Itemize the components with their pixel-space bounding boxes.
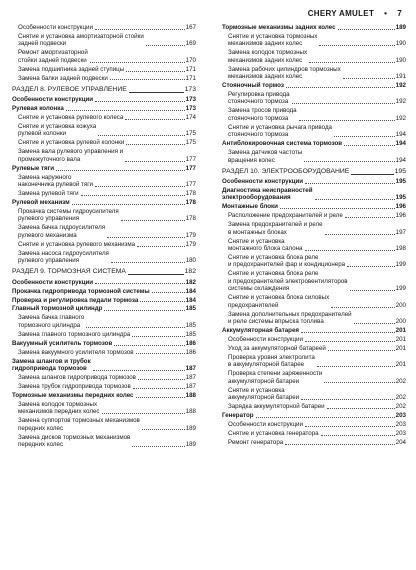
- toc-page-number: 185: [185, 330, 196, 338]
- toc-page-number: 202: [395, 377, 406, 385]
- toc-page-number: 195: [395, 194, 406, 202]
- toc-entry-title: Снятие и установка монтажного блока салона: [228, 237, 303, 253]
- toc-page-number: 194: [395, 131, 406, 139]
- dot-leader: [132, 336, 184, 337]
- toc-entry-title: Антиблокировочная система тормозов: [222, 140, 343, 148]
- toc-entries-left: [12, 24, 196, 448]
- dot-leader: [136, 397, 185, 398]
- toc-entry-title: Вакуумный усилитель тормозов: [12, 339, 113, 347]
- toc-entry: [12, 417, 196, 432]
- toc-page-number: 200: [395, 301, 406, 309]
- toc-entry: [222, 140, 406, 147]
- toc-page-number: 195: [394, 167, 406, 175]
- toc-entry: [12, 279, 196, 286]
- dot-leader: [136, 353, 185, 354]
- dot-leader: [347, 266, 395, 267]
- toc-entry-title: Замена датчиков частоты вращения колес: [228, 149, 303, 164]
- dot-leader: [305, 250, 395, 251]
- toc-page-number: 171: [185, 65, 196, 73]
- dot-leader: [95, 283, 185, 284]
- toc-entry-title: Особенности конструкции: [12, 278, 94, 286]
- toc-page-number: 182: [184, 268, 196, 276]
- dot-leader: [86, 327, 184, 328]
- toc-page-number: 177: [185, 155, 196, 163]
- running-header: [308, 9, 402, 18]
- dot-leader: [95, 101, 185, 102]
- toc-entry: [222, 327, 406, 334]
- toc-entry-title: Прокачка системы гидроусилителя рулевого управления: [18, 207, 119, 223]
- header-bullet: •: [384, 9, 388, 18]
- dot-leader: [146, 45, 185, 46]
- toc-page-number: 199: [395, 261, 406, 269]
- toc-page-number: 196: [395, 212, 406, 220]
- toc-entry: [12, 24, 196, 31]
- toc-entry: [222, 439, 406, 446]
- dot-leader: [137, 246, 185, 247]
- toc-page-number: 173: [184, 86, 196, 94]
- toc-entry: [12, 165, 196, 172]
- toc-page-number: 190: [395, 40, 406, 48]
- toc-entry-title: Снятие и установка амортизаторной стойки задней подвески: [18, 32, 144, 48]
- toc-entry: [12, 105, 196, 112]
- dot-leader: [56, 170, 185, 171]
- dot-leader: [351, 174, 393, 175]
- dot-leader: [110, 79, 185, 80]
- toc-page-number: 169: [185, 40, 196, 48]
- dot-leader: [152, 292, 185, 293]
- dot-leader: [125, 161, 185, 162]
- toc-entry-title: Аккумуляторная батарея: [222, 326, 299, 334]
- toc-page-number: 203: [395, 420, 406, 428]
- toc-entry-title: Уход за аккумуляторной батареей: [228, 344, 326, 352]
- toc-entry: [12, 374, 196, 381]
- dot-leader: [305, 426, 395, 427]
- toc-entry-title: Прокачка гидропривода тормозной системы: [12, 287, 150, 295]
- toc-page-number: 177: [185, 164, 196, 172]
- toc-entry-title: Замена вала рулевого управления и промежуточного вала: [18, 148, 124, 163]
- toc-entry-title: Монтажные блоки: [222, 203, 278, 211]
- toc-page-number: 180: [185, 257, 196, 265]
- toc-page-number: 204: [395, 438, 406, 446]
- toc-entry: [222, 221, 406, 236]
- toc-entry: [12, 148, 196, 163]
- toc-entry: [222, 91, 406, 106]
- dot-leader: [315, 199, 395, 200]
- toc-entry: [222, 24, 406, 31]
- toc-page-number: 192: [395, 114, 406, 122]
- toc-entry-title: Стояночный тормоз: [222, 82, 284, 90]
- dot-leader: [280, 208, 395, 209]
- toc-entry-title: Замена балки задней подвески: [18, 74, 108, 82]
- toc-page-number: 194: [395, 156, 406, 164]
- toc-entry-title: Снятие и установка рулевого колеса: [18, 114, 124, 122]
- toc-entry: [12, 383, 196, 390]
- dot-leader: [309, 62, 395, 63]
- toc-entry: [222, 82, 406, 89]
- toc-entry: [222, 178, 406, 185]
- toc-entry: [12, 297, 196, 304]
- toc-page-number: 178: [185, 198, 196, 206]
- toc-entry-title: Снятие и установка кожуха рулевой колонки: [18, 123, 97, 138]
- toc-entry: [12, 434, 196, 449]
- toc-page-number: 182: [185, 278, 196, 286]
- dot-leader: [125, 119, 184, 120]
- dot-leader: [95, 186, 185, 187]
- toc-page-number: 167: [185, 24, 196, 31]
- dot-leader: [142, 429, 185, 430]
- toc-section-heading: [12, 86, 196, 94]
- dot-leader: [104, 310, 184, 311]
- dot-leader: [285, 444, 394, 445]
- dot-leader: [132, 446, 184, 447]
- toc-entry-title: Проверка степени заряженности аккумуляторной батареи: [228, 370, 323, 385]
- dot-leader: [334, 136, 395, 137]
- toc-page-number: 174: [185, 114, 196, 122]
- toc-entry: [222, 238, 406, 253]
- dot-leader: [72, 204, 185, 205]
- toc-page-number: 198: [395, 245, 406, 253]
- dot-leader: [305, 183, 395, 184]
- dot-leader: [299, 120, 395, 121]
- toc-entry-title: Ремонт генератора: [228, 438, 284, 446]
- toc-entry-title: Тормозные механизмы передних колес: [12, 391, 134, 399]
- toc-entry: [12, 66, 196, 73]
- dot-leader: [140, 301, 184, 302]
- toc-entry: [222, 149, 406, 164]
- toc-entry-title: Снятие и установка блока реле и предохранителей электровентиляторов системы охлаждения: [228, 270, 348, 293]
- toc-page-number: 203: [395, 411, 406, 419]
- toc-entry: [222, 254, 406, 269]
- dot-leader: [331, 307, 394, 308]
- toc-page-number: 186: [185, 348, 196, 356]
- dot-leader: [95, 29, 185, 30]
- toc-entry-title: Снятие и установка аккумуляторной батареи: [228, 386, 300, 401]
- toc-entry-title: Замена трубок гидропривода тормозов: [18, 382, 131, 390]
- toc-entry: [12, 241, 196, 248]
- toc-entry-title: Тормозные механизмы задних колес: [222, 24, 336, 31]
- toc-page-number: 175: [185, 139, 196, 147]
- toc-page-number: 179: [185, 231, 196, 239]
- toc-section-heading: [12, 268, 196, 276]
- toc-entry: [222, 203, 406, 210]
- toc-entry: [222, 124, 406, 139]
- toc-page-number: 189: [185, 424, 196, 432]
- toc-entry: [12, 392, 196, 399]
- toc-page-number: 201: [395, 361, 406, 369]
- toc-entry-title: Расположение предохранителей и реле: [228, 212, 343, 220]
- toc-page-number: 187: [185, 373, 196, 381]
- dot-leader: [292, 103, 395, 104]
- toc-entry-title: Замена наружного наконечника рулевой тяги: [18, 173, 93, 189]
- toc-entry-title: Рулевые тяги: [12, 164, 55, 172]
- toc-page-number: 192: [395, 98, 406, 106]
- toc-entry: [12, 96, 196, 103]
- toc-entry-title: Замена предохранителей и реле в монтажных блоках: [228, 221, 323, 236]
- toc-entry-title: РАЗДЕЛ 10. ЭЛЕКТРООБОРУДОВАНИЕ: [222, 167, 350, 175]
- toc-entry: [12, 199, 196, 206]
- dot-leader: [133, 388, 185, 389]
- toc-page-number: 189: [395, 24, 406, 31]
- toc-page-number: 171: [185, 74, 196, 82]
- toc-entry-title: Особенности конструкции: [228, 335, 303, 343]
- dot-leader: [343, 78, 395, 79]
- toc-page-number: 192: [395, 82, 406, 90]
- toc-entry: [222, 430, 406, 437]
- toc-page-number: 170: [185, 56, 196, 64]
- toc-entry: [12, 288, 196, 295]
- dot-leader: [81, 195, 185, 196]
- toc-column-right: [222, 24, 406, 448]
- toc-entry-title: Снятие и установка блока силовых предохранителей: [228, 294, 330, 309]
- toc-page-number: 201: [395, 326, 406, 334]
- dot-leader: [107, 237, 185, 238]
- toc-entry: [12, 174, 196, 189]
- toc-entry-title: Замена суппортов тормозных механизмов передних колес: [18, 417, 140, 432]
- toc-entry: [12, 358, 196, 373]
- toc-entry: [12, 49, 196, 64]
- toc-entry-title: Замена подшипника задней ступицы: [18, 65, 125, 73]
- toc-entry: [222, 311, 406, 326]
- toc-entry-title: Замена шлангов и трубок гидропривода тормозов: [12, 357, 91, 372]
- toc-entry: [12, 123, 196, 138]
- toc-entry-title: Особенности конструкции: [222, 178, 304, 186]
- toc-page-number: 184: [185, 287, 196, 295]
- toc-entry: [12, 190, 196, 197]
- toc-entry: [12, 224, 196, 239]
- toc-entry: [12, 75, 196, 82]
- toc-entry-title: Снятие и установка рулевой колонки: [18, 139, 125, 147]
- dot-leader: [66, 110, 185, 111]
- page-number: 7: [397, 9, 402, 18]
- dot-leader: [338, 29, 395, 30]
- dot-leader: [324, 382, 394, 383]
- dot-leader: [114, 345, 184, 346]
- toc-column-left: [12, 24, 196, 450]
- toc-entry-title: Генератор: [222, 411, 254, 419]
- toc-entry: [222, 33, 406, 48]
- dot-leader: [305, 341, 395, 342]
- toc-page-number: 203: [395, 429, 406, 437]
- toc-entry-title: Снятие и установка тормозных механизмов задних колес: [228, 32, 318, 48]
- toc-entry-title: Особенности конструкции: [12, 96, 94, 104]
- toc-entry-title: Замена рулевой тяги: [18, 190, 79, 198]
- toc-entry: [12, 33, 196, 48]
- toc-entry-title: Особенности конструкции: [228, 420, 303, 428]
- toc-page-number: 197: [395, 228, 406, 236]
- dot-leader: [129, 92, 184, 93]
- dot-leader: [328, 350, 395, 351]
- toc-page-number: 178: [185, 190, 196, 198]
- toc-entry: [222, 187, 406, 202]
- toc-entry-title: Зарядка аккумуляторной батареи: [228, 402, 325, 410]
- toc-entry-title: Замена шлангов гидропривода тормозов: [18, 373, 136, 381]
- dot-leader: [102, 413, 185, 414]
- toc-page-number: 196: [395, 203, 406, 211]
- toc-entry: [222, 370, 406, 385]
- dot-leader: [301, 399, 395, 400]
- toc-entry: [222, 294, 406, 309]
- dot-leader: [354, 323, 395, 324]
- toc-entry: [222, 403, 406, 410]
- toc-entry-title: Замена рабочих цилиндров тормозных механизмов задних колес: [228, 65, 341, 81]
- dot-leader: [304, 161, 394, 162]
- toc-page-number: 187: [185, 382, 196, 390]
- toc-page-number: 188: [185, 408, 196, 416]
- toc-entry-title: Снятие и установка рулевого механизма: [18, 240, 136, 248]
- toc-entry-title: Замена колодок тормозных механизмов передних колес: [18, 400, 100, 416]
- toc-entry-title: Снятие и установка блока реле и предохранителей фар и кондиционера: [228, 254, 346, 269]
- toc-entry-title: Замена насоса гидроусилителя рулевого управления: [18, 249, 109, 265]
- toc-section-heading: [222, 168, 406, 176]
- toc-page-number: 177: [185, 181, 196, 189]
- dot-leader: [138, 379, 185, 380]
- toc-page-number: 188: [185, 391, 196, 399]
- toc-entry-title: Рулевая колонка: [12, 105, 64, 113]
- toc-entry: [222, 345, 406, 352]
- toc-entry-title: Замена бачка главного тормозного цилиндра: [18, 314, 85, 329]
- toc-page-number: 199: [395, 285, 406, 293]
- toc-entry-title: Замена тросов привода стояночного тормоза: [228, 107, 297, 122]
- toc-page-number: 189: [185, 440, 196, 448]
- dot-leader: [301, 332, 395, 333]
- toc-page-number: 195: [395, 178, 406, 186]
- toc-entry: [12, 401, 196, 416]
- toc-entry: [12, 305, 196, 312]
- toc-entry: [12, 314, 196, 329]
- dot-leader: [121, 220, 185, 221]
- toc-entry-title: Проверка и регулировка педали тормоза: [12, 296, 139, 304]
- toc-page-number: 202: [395, 393, 406, 401]
- dot-leader: [344, 145, 395, 146]
- dot-leader: [321, 435, 395, 436]
- dot-leader: [128, 274, 184, 275]
- toc-page-number: 173: [185, 96, 196, 104]
- dot-leader: [325, 234, 395, 235]
- toc-page-number: 185: [185, 321, 196, 329]
- toc-page-number: 175: [185, 130, 196, 138]
- toc-entry: [12, 340, 196, 347]
- toc-entry-title: РАЗДЕЛ 9. ТОРМОЗНАЯ СИСТЕМА: [12, 268, 126, 276]
- book-title: CHERY AMULET: [307, 9, 375, 18]
- toc-entry: [12, 349, 196, 356]
- toc-entry-title: Регулировка привода стояночного тормоза: [228, 91, 290, 106]
- toc-entries-right: [222, 24, 406, 446]
- dot-leader: [319, 45, 394, 46]
- toc-page-number: 187: [185, 365, 196, 372]
- toc-entry: [222, 421, 406, 428]
- toc-entry: [12, 331, 196, 338]
- toc-entry: [12, 208, 196, 223]
- toc-entry: [12, 250, 196, 265]
- dot-leader: [93, 370, 185, 371]
- dot-leader: [98, 135, 184, 136]
- dot-leader: [111, 262, 185, 263]
- toc-page-number: 179: [185, 240, 196, 248]
- dot-leader: [345, 217, 395, 218]
- toc-entry-title: Главный тормозной цилиндр: [12, 305, 103, 313]
- toc-page-number: 178: [185, 215, 196, 223]
- toc-page-number: 191: [395, 73, 406, 81]
- toc-entry-title: Снятие и установка генератора: [228, 429, 319, 437]
- toc-page-number: 186: [185, 339, 196, 347]
- toc-entry-title: Замена колодок тормозных механизмов задних колес: [228, 49, 308, 64]
- dot-leader: [90, 62, 185, 63]
- toc-entry: [222, 49, 406, 64]
- toc-page-number: 201: [395, 344, 406, 352]
- toc-page-number: 184: [185, 296, 196, 304]
- toc-entry-title: Диагностика неисправностей электрооборудования: [222, 187, 313, 202]
- toc-entry: [222, 107, 406, 122]
- toc-entry-title: Замена бачка гидроусилителя рулевого механизма: [18, 224, 106, 239]
- toc-page-number: 194: [395, 140, 406, 148]
- toc-page-number: 185: [185, 305, 196, 313]
- toc-entry: [222, 270, 406, 292]
- toc-entry: [222, 336, 406, 343]
- dot-leader: [350, 290, 395, 291]
- dot-leader: [317, 366, 395, 367]
- toc-entry-title: Замена вакуумного усилителя тормозов: [18, 348, 134, 356]
- toc-entry-title: Снятие и установка рычага привода стояночного тормоза: [228, 123, 332, 139]
- toc-entry: [222, 212, 406, 219]
- toc-page-number: 202: [395, 402, 406, 410]
- dot-leader: [256, 417, 395, 418]
- toc-entry-title: Особенности конструкции: [18, 24, 93, 31]
- dot-leader: [126, 144, 184, 145]
- dot-leader: [286, 87, 395, 88]
- toc-entry: [222, 412, 406, 419]
- toc-page-number: 173: [185, 105, 196, 113]
- dot-leader: [126, 71, 184, 72]
- toc-entry-title: Проверка уровня электролита в аккумуляторной батарее: [228, 353, 315, 369]
- toc-entry: [12, 139, 196, 146]
- toc-entry: [222, 66, 406, 81]
- toc-entry: [222, 354, 406, 369]
- toc-page-number: 201: [395, 335, 406, 343]
- toc-entry-title: Замена дисков тормозных механизмов передних колес: [18, 433, 131, 448]
- toc-entry-title: Замена дополнительных предохранителей и реле системы впрыска топлива: [228, 310, 352, 326]
- toc-entry: [12, 114, 196, 121]
- toc-entry: [222, 387, 406, 402]
- toc-entry-title: Ремонт амортизаторной стойки задней подвески: [18, 49, 88, 64]
- toc-entry-title: Рулевой механизм: [12, 198, 70, 206]
- toc-entry-title: РАЗДЕЛ 8. РУЛЕВОЕ УПРАВЛЕНИЕ: [12, 86, 127, 94]
- toc-entry-title: Замена главного тормозного цилиндра: [18, 330, 131, 338]
- dot-leader: [327, 408, 395, 409]
- toc-page-number: 190: [395, 56, 406, 64]
- toc-page-number: 200: [395, 318, 406, 326]
